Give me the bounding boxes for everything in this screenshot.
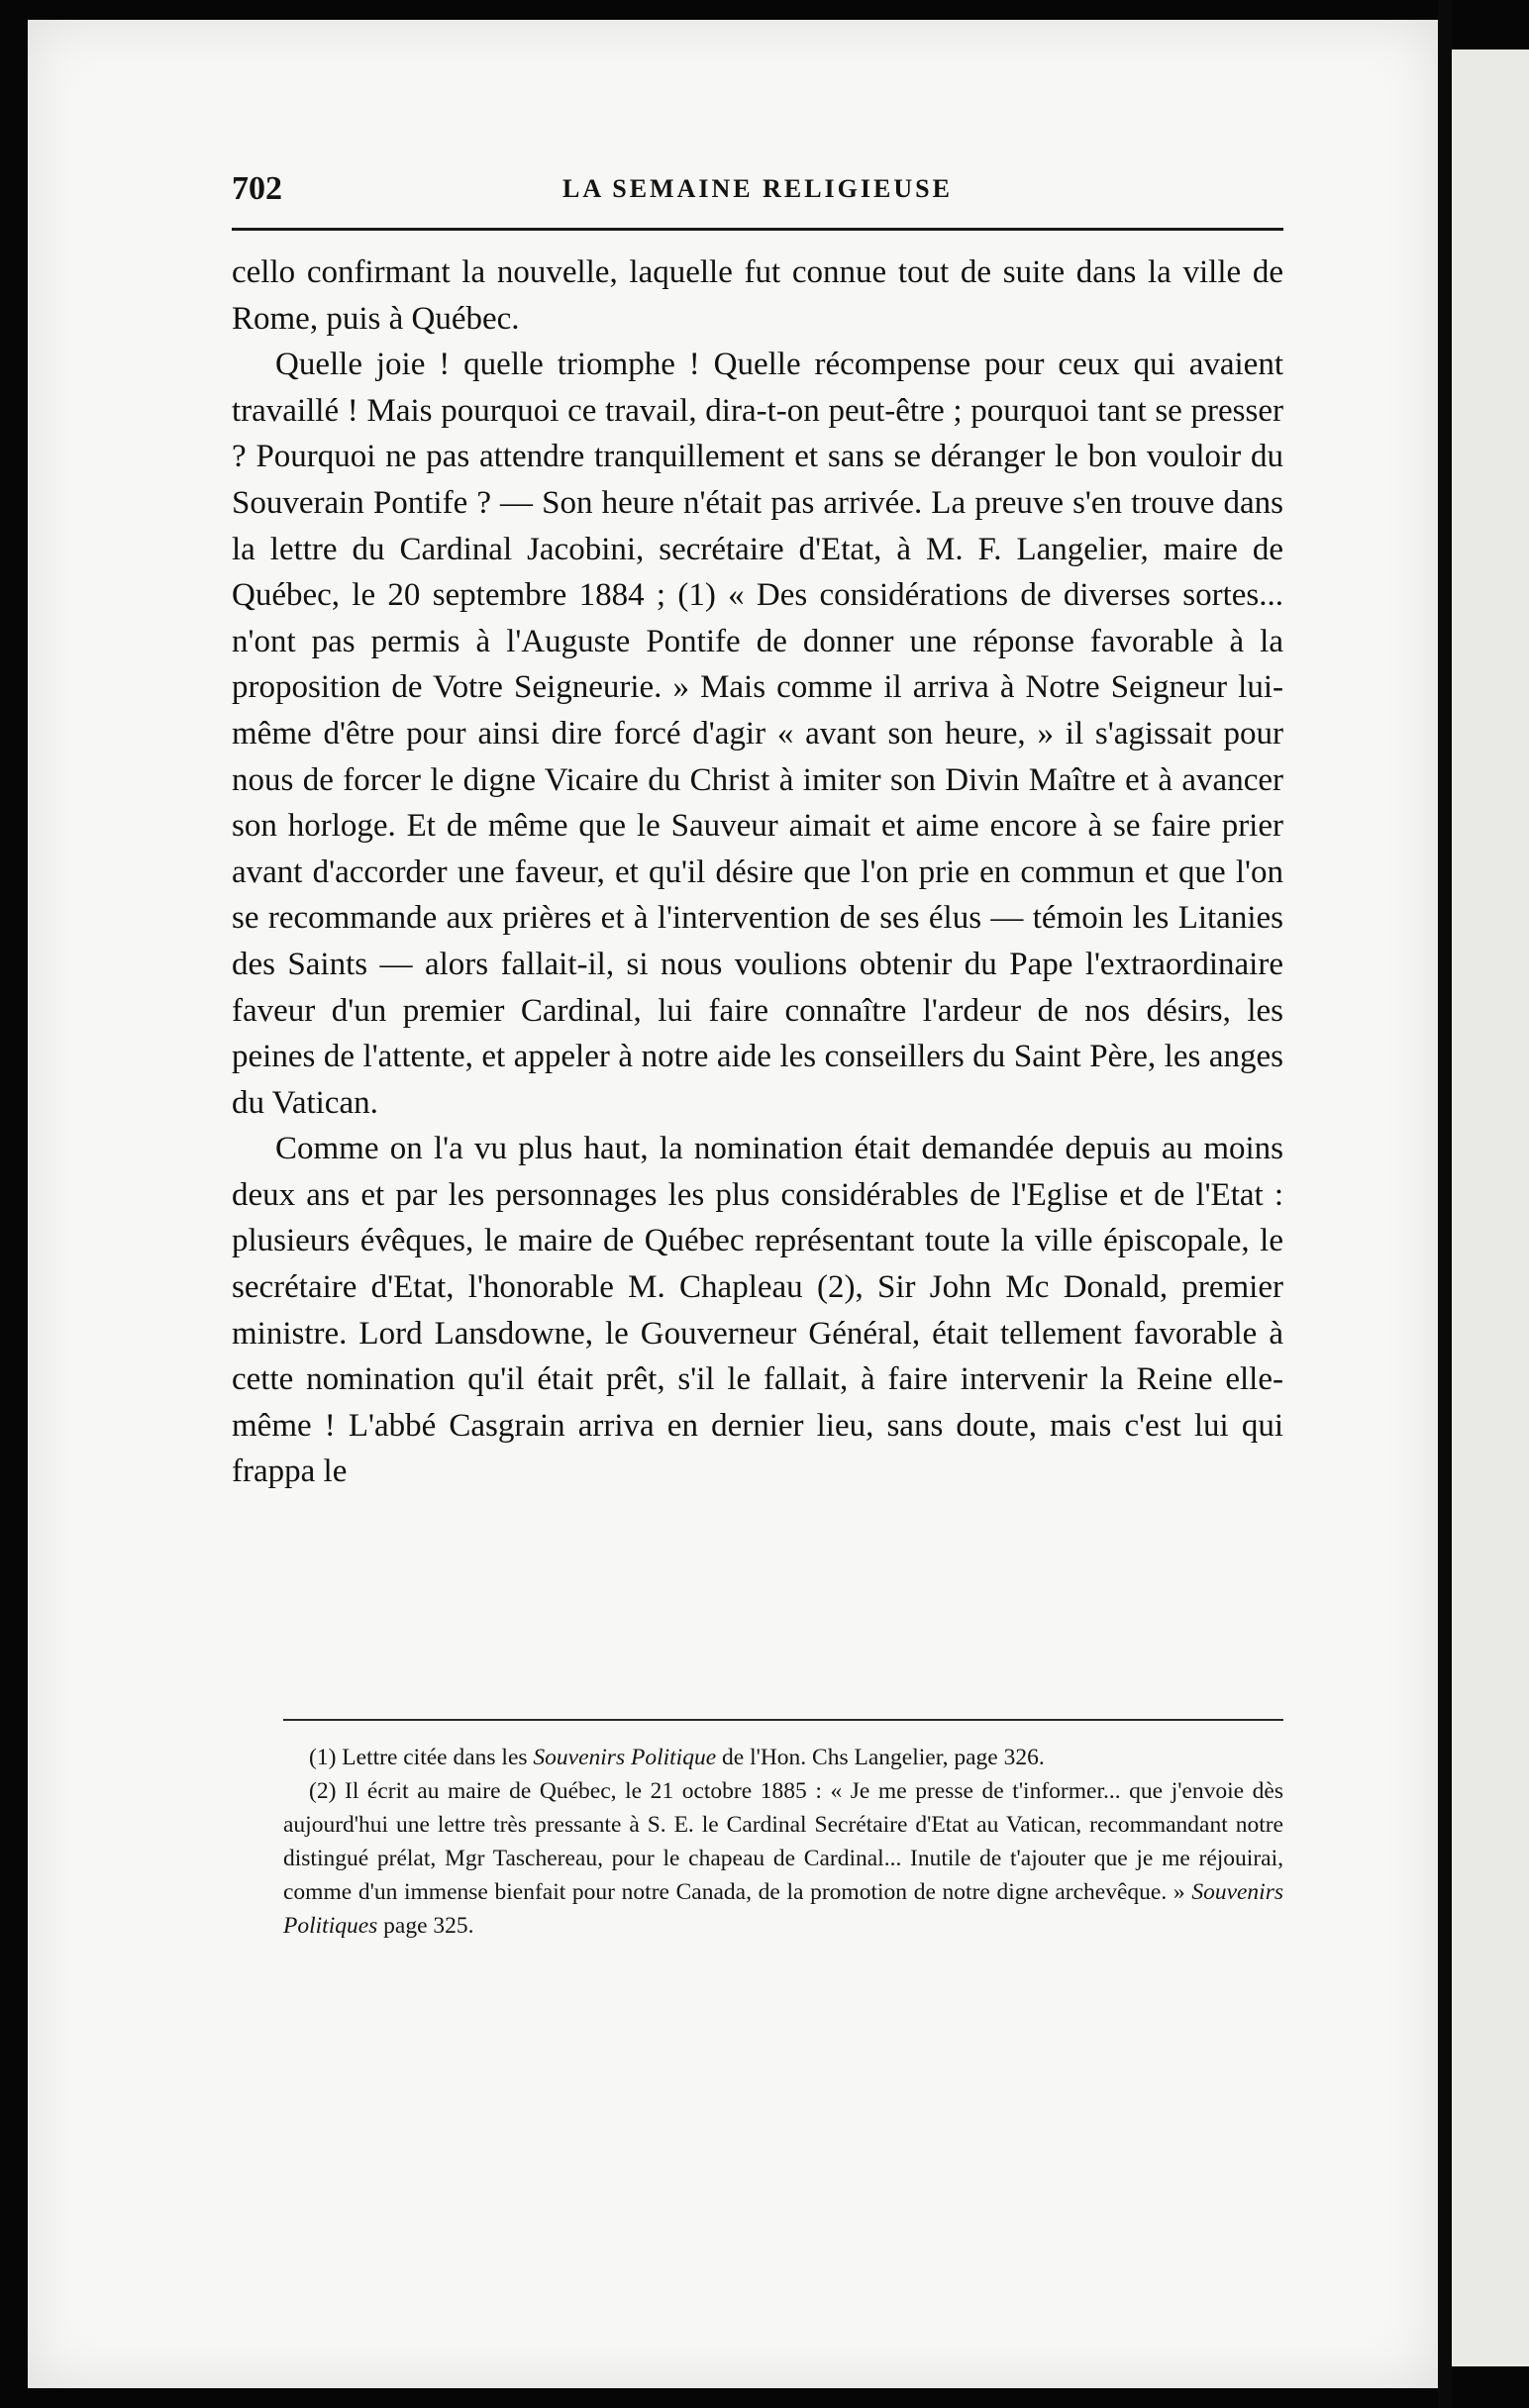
footnote-text: de l'Hon. Chs Langelier, page 326. <box>722 1745 1045 1770</box>
footnote-source-title: Souvenirs Politiques <box>283 1879 1283 1939</box>
footnote-source-title: Souvenirs Politique <box>533 1745 717 1770</box>
body-text <box>232 250 1283 1495</box>
footnote <box>283 1774 1283 1943</box>
footnote-text: Lettre citée dans les <box>342 1745 528 1770</box>
facing-page-edge <box>1452 50 1529 2366</box>
journal-title: LA SEMAINE RELIGIEUSE <box>562 174 953 203</box>
paragraph: Comme on l'a vu plus haut, la nomination était demandée depuis au moins deux ans et par les personnages les plus considérables de l'Eglise et de l'Etat : plusieurs évêques, le maire de Québec représentant toute la ville épiscopale, le secrétaire d'Etat, l'honorable M. Chapleau (2), Sir John Mc Donald, premier ministre. Lord Lansdowne, le Gouverneur Général, était tellement favorable à cette nomination qu'il était prêt, s'il le fallait, à faire intervenir la Reine elle-même ! L'abbé Casgrain arriva en dernier lieu, sans doute, mais c'est lui qui frappa le <box>232 1131 1283 1490</box>
footnotes <box>283 1741 1283 1943</box>
page-number: 702 <box>232 170 282 207</box>
footnote-text: Il écrit au maire de Québec, le 21 octobre 1885 : « Je me presse de t'informer... que j'envoie dès aujourd'hui une lettre très pressante à S. E. le Cardinal Secrétaire d'Etat au Vatican, recommandant notre distingué prélat, Mgr Taschereau, pour le chapeau de Cardinal... Inutile de t'ajouter que je me réjouirai, comme d'un immense bienfait pour notre Canada, de la promotion de notre digne archevêque. » <box>283 1778 1283 1905</box>
paragraph: Quelle joie ! quelle triomphe ! Quelle récompense pour ceux qui avaient travaillé ! Mais pourquoi ce travail, dira-t-on peut-être ; pourquoi tant se presser ? Pourquoi ne pas attendre tranquillement et sans se déranger le bon vouloir du Souverain Pontife ? — Son heure n'était pas arrivée. La preuve s'en trouve dans la lettre du Cardinal Jacobini, secrétaire d'Etat, à M. F. Langelier, maire de Québec, le 20 septembre 1884 ; (1) « Des considérations de diverses sortes... n'ont pas permis à l'Auguste Pontife de donner une réponse favorable à la proposition de Votre Seigneurie. » Mais comme il arriva à Notre Seigneur lui-même d'être pour ainsi dire forcé d'agir « avant son heure, » il s'agissait pour nous de forcer le digne Vicaire du Christ à imiter son Divin Maître et à avancer son horloge. Et de même que le Sauveur aimait et aime encore à se faire prier avant d'accorder une faveur, et qu'il désire que l'on prie en commun et que l'on se recommande aux prières et à l'intervention de ses élus — témoin les Litanies des Saints — alors fallait-il, si nous voulions obtenir du Pape l'extraordinaire faveur d'un premier Cardinal, lui faire connaître l'ardeur de nos désirs, les peines de l'attente, et appeler à notre aide les conseillers du Saint Père, les anges du Vatican. <box>232 347 1283 1121</box>
footnote-mark: (2) <box>309 1778 337 1804</box>
running-head <box>232 166 1283 218</box>
footnote-rule <box>283 1719 1283 1721</box>
page-gutter <box>1438 0 1452 2408</box>
footnote-text: page 325. <box>383 1913 474 1939</box>
footnote-mark: (1) <box>309 1745 337 1770</box>
paragraph: cello confirmant la nouvelle, laquelle fut connue tout de suite dans la ville de Rome, puis à Québec. <box>232 254 1283 337</box>
footnote <box>283 1741 1283 1774</box>
header-rule <box>232 228 1283 231</box>
